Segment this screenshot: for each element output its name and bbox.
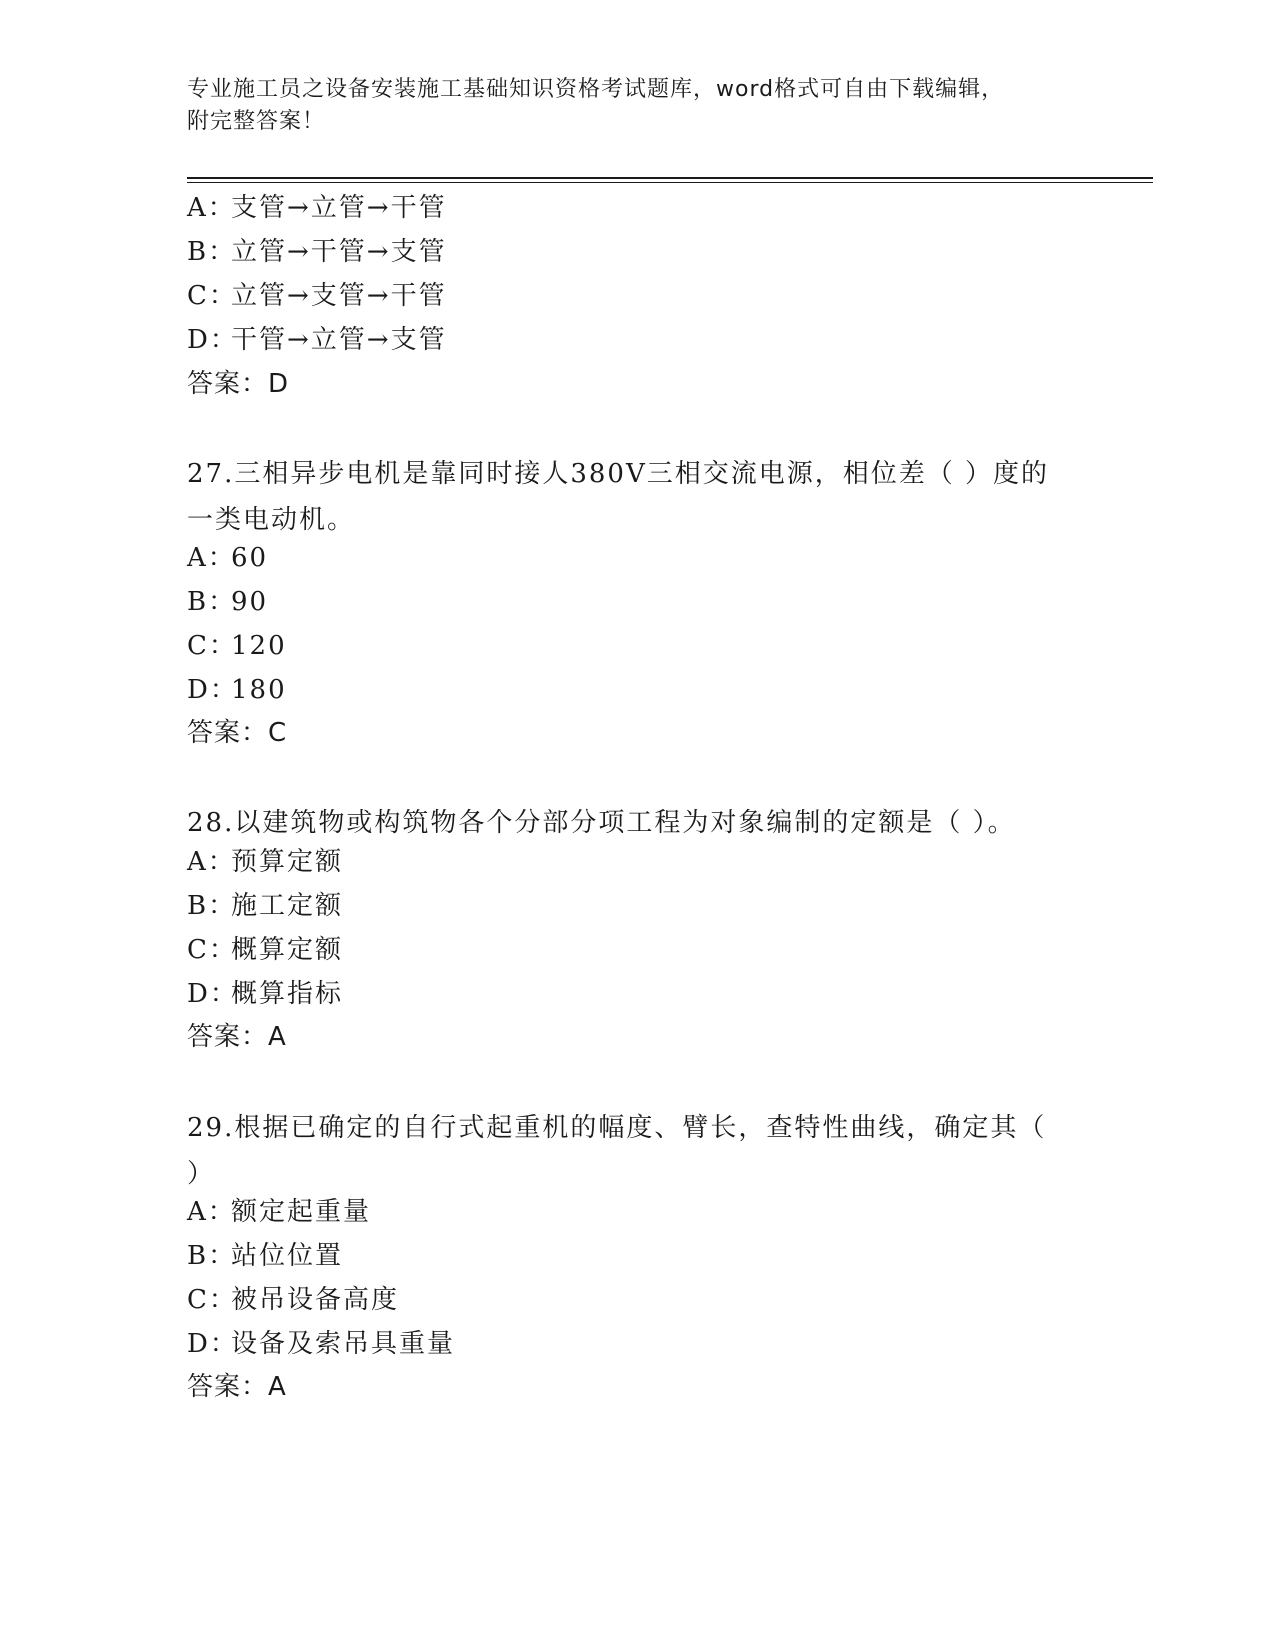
q27-stem: 27.三相异步电机是靠同时接人380V三相交流电源，相位差（ ）度的一类电动机。 [187,459,1050,535]
option-text: 站位位置 [231,1241,344,1271]
q28-option-c [187,933,343,967]
header-rule-thick [187,177,1153,179]
option-letter: C： [187,281,237,311]
option-text: 施工定额 [231,891,344,921]
q27-option-b [187,585,268,619]
option-letter: B： [187,891,237,921]
header-line-1: 专业施工员之设备安装施工基础知识资格考试题库，word格式可自由下载编辑， [187,77,1005,102]
q29-option-d [187,1327,455,1361]
option-text: 90 [231,587,269,617]
option-letter: A： [187,847,236,877]
q26-answer: 答案：D [187,369,290,399]
option-letter: A： [187,1197,236,1227]
header-rule-thin [187,182,1153,183]
header-line-2: 附完整答案！ [187,109,326,134]
option-letter: D： [187,325,238,355]
option-letter: C： [187,1285,237,1315]
option-letter: B： [187,587,237,617]
option-text: 概算指标 [231,979,344,1009]
q27-answer: 答案：C [187,718,288,748]
q28-option-b [187,889,343,923]
option-text: 立管→干管→支管 [231,237,447,267]
q29-option-a [187,1195,371,1229]
q27-option-d [187,673,287,707]
option-text: 立管→支管→干管 [231,281,447,311]
option-letter: B： [187,1241,237,1271]
option-text: 被吊设备高度 [231,1285,400,1315]
option-text: 干管→立管→支管 [231,325,447,355]
q28-option-d [187,977,343,1011]
option-letter: A： [187,193,236,223]
q26-option-a [187,191,447,225]
q28-answer: 答案：A [187,1022,287,1052]
q29-option-c [187,1283,399,1317]
option-text: 180 [231,675,287,705]
option-text: 60 [231,543,269,573]
document-header [187,74,1067,138]
option-text: 120 [231,631,287,661]
option-text: 额定起重量 [231,1197,372,1227]
q26-option-d [187,323,447,357]
q29-answer: 答案：A [187,1372,287,1402]
option-letter: D： [187,675,238,705]
option-text: 概算定额 [231,935,344,965]
option-text: 支管→立管→干管 [231,193,447,223]
q26-option-b [187,235,447,269]
q28-stem: 28.以建筑物或构筑物各个分部分项工程为对象编制的定额是（ ）。 [187,808,1016,838]
option-letter: C： [187,935,237,965]
q28-option-a [187,845,343,879]
option-letter: A： [187,543,236,573]
option-text: 预算定额 [231,847,344,877]
q27-option-a [187,541,268,575]
option-letter: B： [187,237,237,267]
q27-option-c [187,629,287,663]
option-letter: C： [187,631,237,661]
option-text: 设备及索吊具重量 [231,1329,456,1359]
q26-option-c [187,279,447,313]
option-letter: D： [187,979,238,1009]
q29-stem: 29.根据已确定的自行式起重机的幅度、臂长，查特性曲线，确定其（ ） [187,1113,1047,1189]
q29-option-b [187,1239,343,1273]
option-letter: D： [187,1329,238,1359]
